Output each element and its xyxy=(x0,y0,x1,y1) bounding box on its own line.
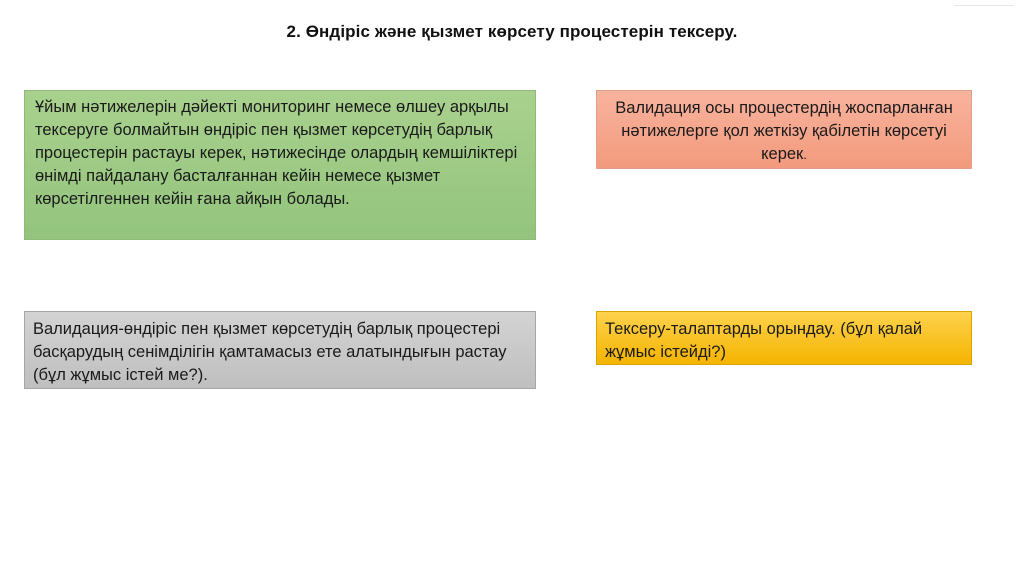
validation-capability-text: Валидация осы процестердің жоспарланған нәтижелерге қол жеткізу қабілетін көрсетуі керек xyxy=(615,99,953,163)
validation-definition-box xyxy=(24,311,536,389)
monitoring-requirement-box xyxy=(24,90,536,240)
top-edge-line xyxy=(954,0,1014,6)
validation-capability-box xyxy=(596,90,972,169)
monitoring-requirement-text: Ұйым нәтижелерін дәйекті мониторинг немесе өлшеу арқылы тексеруге болмайтын өндіріс пен қызмет көрсетудің барлық процестерін растауы керек, нәтижесінде олардың кемшіліктері өнімді пайдалану басталғаннан кейін немесе қызмет көрсетілгеннен кейін ғана айқын болады. xyxy=(35,98,518,208)
verification-definition-box xyxy=(596,311,972,365)
validation-definition-text: Валидация-өндіріс пен қызмет көрсетудің барлық процестері басқарудың сенімділігін қамтамасыз ете алатындығын растау (бұл жұмыс істей ме?). xyxy=(33,320,507,384)
slide-title: 2. Өндіріс және қызмет көрсету процестерін тексеру. xyxy=(286,22,738,41)
validation-capability-period: . xyxy=(803,147,807,162)
verification-definition-text: Тексеру-талаптарды орындау. (бұл қалай жұмыс істейді?) xyxy=(605,320,923,361)
